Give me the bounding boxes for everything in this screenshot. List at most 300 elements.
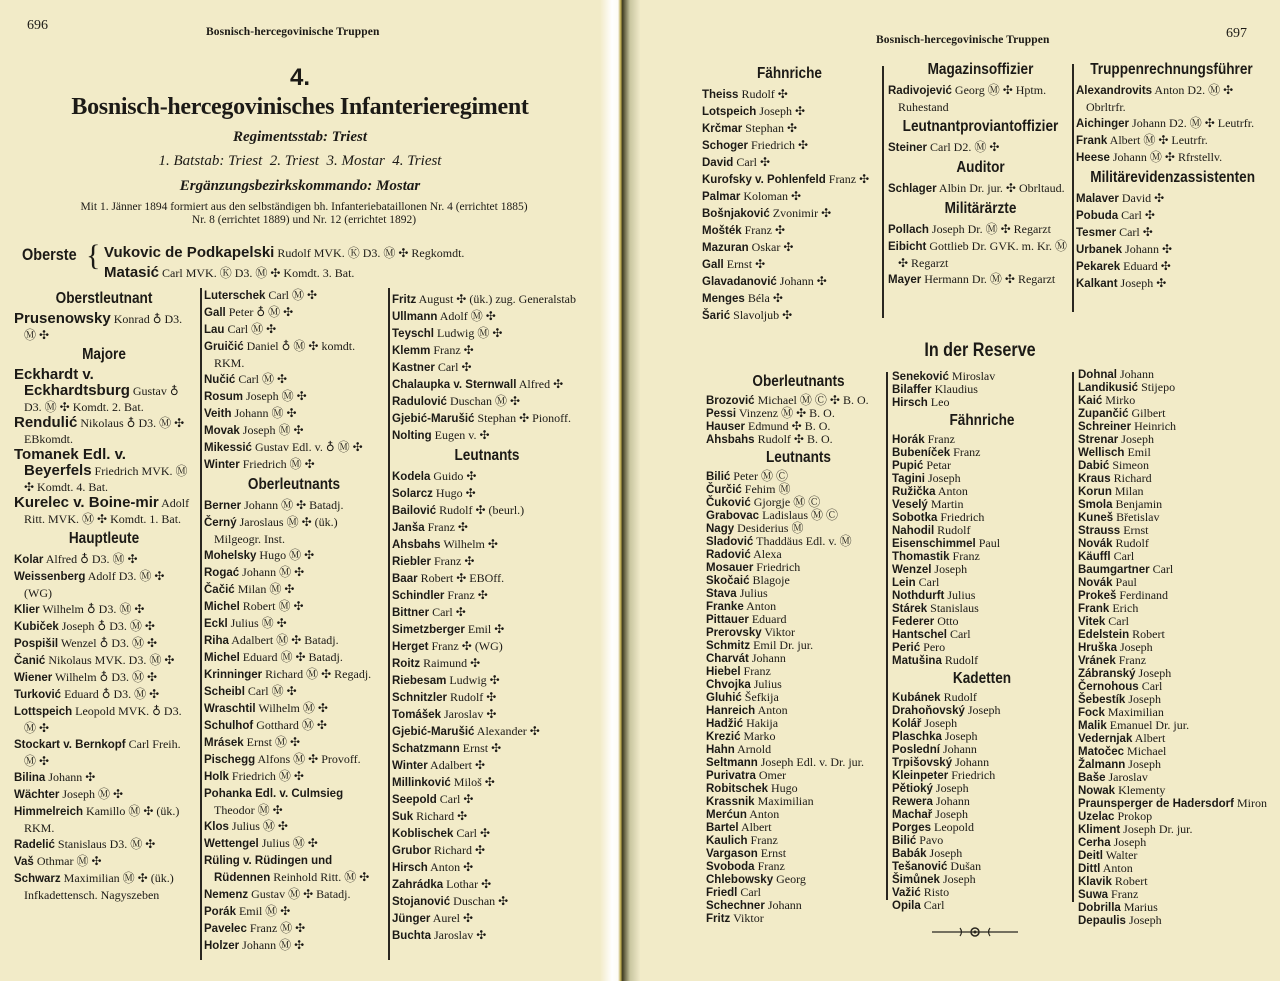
- entry-details: Ernst ✣: [462, 741, 502, 755]
- regimentsstab-value: Triest: [331, 129, 368, 145]
- section-heading: Auditor: [956, 159, 1005, 176]
- surname: Porges: [892, 822, 931, 834]
- surname: Tomanek Edl. v. Beyerfels: [14, 446, 126, 479]
- entry-details: Gottlieb Dr. GVK. m. Kr. Ⓜ ✣ Regarzt: [898, 239, 1068, 270]
- entry-details: Martin: [930, 497, 964, 511]
- entry-details: Gustav Ⓜ ✣ Batadj.: [251, 887, 351, 901]
- entry-details: Julius: [947, 588, 976, 602]
- surname: Wenzel: [892, 564, 932, 576]
- entry-details: Ernst ✣: [726, 257, 766, 271]
- surname: Turković: [14, 689, 62, 701]
- page-number: 697: [1226, 26, 1247, 41]
- list-item: [706, 678, 891, 691]
- entry-details: Carl ✣: [456, 826, 491, 840]
- surname: Winter: [204, 459, 240, 471]
- entry-details: Johann: [767, 898, 802, 912]
- entry-details: Albin Dr. jur. ✣ Obrltaud.: [938, 181, 1065, 195]
- list-item: [392, 808, 582, 825]
- entry-details: Joseph Dr. jur.: [1123, 822, 1193, 836]
- list-item: [1078, 888, 1268, 901]
- regiment-number: 4.: [289, 64, 310, 91]
- surname: Winter: [392, 760, 428, 772]
- list-item: [892, 834, 1072, 847]
- column-divider: [388, 288, 390, 960]
- surname: Millinković: [392, 777, 451, 789]
- entry-details: Friedrich MVK. Ⓜ ✣ Komdt. 4. Bat.: [24, 464, 188, 494]
- surname: Malaver: [1076, 193, 1119, 205]
- entry-details: Benjamin: [1115, 497, 1163, 511]
- surname: Steiner: [888, 142, 927, 154]
- surname: Klier: [14, 604, 40, 616]
- surname: Čurčić: [706, 484, 742, 496]
- surname: Bilina: [14, 772, 46, 784]
- entry-details: Joseph: [928, 471, 961, 485]
- surname: Suwa: [1078, 889, 1109, 901]
- entry-details: Johann Ⓜ ✣: [242, 938, 305, 952]
- list-item: [14, 367, 194, 415]
- list-item: [706, 433, 891, 446]
- entry-details: Maximilian: [757, 794, 814, 808]
- entry-details: Wilhelm ♁ D3. Ⓜ ✣: [55, 670, 158, 684]
- surname: Gall: [702, 259, 724, 271]
- entry-details: Joseph: [935, 807, 968, 821]
- list-item: [1076, 258, 1266, 275]
- surname: Chvojka: [706, 679, 751, 691]
- surname: Veith: [204, 408, 232, 420]
- list-item: [702, 120, 877, 137]
- surname: Krinninger: [204, 669, 263, 681]
- list-item: [204, 371, 384, 388]
- entry-details: Richard: [1113, 471, 1152, 485]
- list-item: [706, 717, 891, 730]
- entry-details: Hugo Ⓜ ✣: [259, 548, 315, 562]
- surname: Kolář: [892, 718, 922, 730]
- entry-details: Joseph: [934, 562, 968, 576]
- surname: Čuković: [706, 497, 751, 509]
- surname: Kraus: [1078, 473, 1111, 485]
- list-item: [892, 589, 1072, 602]
- entry-details: Milan: [1114, 484, 1144, 498]
- list-item: [14, 786, 194, 803]
- list-item: [702, 154, 877, 171]
- surname: Nučić: [204, 374, 236, 386]
- surname: Novák: [1078, 538, 1113, 550]
- surname: Gluhić: [706, 692, 742, 704]
- surname: Seltmann: [706, 757, 758, 769]
- list-item: [14, 836, 194, 853]
- entry-details: Adolf Ⓜ ✣: [439, 309, 496, 323]
- surname: Franke: [706, 601, 744, 613]
- entry-details: Břetislav: [1116, 510, 1160, 524]
- surname: Mrásek: [204, 737, 244, 749]
- section-heading: Oberstleutnant: [55, 290, 153, 307]
- entry-details: Thaddäus Edl. v. Ⓜ: [756, 534, 852, 548]
- list-item: [204, 598, 384, 615]
- surname: Hirsch: [892, 397, 928, 409]
- list-item: [1078, 472, 1268, 485]
- surname: Šimůnek: [892, 874, 940, 886]
- entry-details: Johann: [751, 651, 786, 665]
- section-heading: Leutnantproviantoffizier: [902, 118, 1059, 135]
- entry-details: August ✣ (ük.) zug. Generalstab: [418, 292, 576, 306]
- entry-details: Rudolf MVK. Ⓚ D3. Ⓜ ✣ Regkomdt.: [277, 246, 465, 260]
- list-item: [1078, 485, 1268, 498]
- entry-details: Edmund ✣ B. O.: [748, 419, 831, 433]
- list-item: [204, 666, 384, 683]
- column-divider: [882, 66, 884, 318]
- surname: Lein: [892, 577, 916, 589]
- entry-details: Viktor: [733, 911, 764, 925]
- surname: Bittner: [392, 607, 430, 619]
- entry-details: Jaroslav: [1108, 770, 1148, 784]
- entry-details: Ludwig ✣: [449, 673, 500, 687]
- entry-details: Daniel ♁ Ⓜ ✣ komdt. RKM.: [214, 339, 356, 370]
- surname: Matušina: [892, 655, 942, 667]
- oberste-title: Oberste: [22, 245, 77, 264]
- list-item: [706, 639, 891, 652]
- list-item: [14, 551, 194, 568]
- surname: Skočaić: [706, 575, 750, 587]
- entry-details: Carl D2. Ⓜ ✣: [930, 140, 1000, 154]
- entry-details: Franz ✣: [433, 343, 474, 357]
- surname: Tešanović: [892, 861, 948, 873]
- surname: Chalaupka v. Sternwall: [392, 379, 517, 391]
- entry-details: Franz ✣ (WG): [431, 639, 503, 653]
- list-item: [204, 439, 384, 456]
- list-item: [1076, 149, 1266, 166]
- entry: [104, 243, 600, 263]
- surname: Koblischek: [392, 828, 454, 840]
- list-item: [1078, 797, 1268, 810]
- list-item: [1078, 394, 1268, 407]
- list-item: [706, 600, 891, 613]
- entry-details: Nikolaus MVK. D3. Ⓜ ✣: [48, 653, 175, 667]
- entry-details: Anton D2. Ⓜ ✣ Obrltrfr.: [1086, 83, 1234, 114]
- surname: Bartel: [706, 822, 739, 834]
- surname: Seneković: [892, 371, 949, 383]
- surname: Žalmann: [1078, 759, 1126, 771]
- surname: Herget: [392, 641, 429, 653]
- list-item: [204, 497, 384, 514]
- entry-details: Albert: [1134, 731, 1166, 745]
- list-item: [892, 886, 1072, 899]
- entry-details: Johann: [935, 794, 970, 808]
- entry-details: Raimund ✣: [423, 656, 481, 670]
- entry-details: Ludwig Ⓜ ✣: [436, 326, 503, 340]
- surname: Bailović: [392, 505, 437, 517]
- entry-details: Alexa: [753, 547, 782, 561]
- entry-details: Miron: [1236, 796, 1267, 810]
- list-item: [1078, 667, 1268, 680]
- list-item: [892, 576, 1072, 589]
- surname: Kaulich: [706, 835, 748, 847]
- list-item: [1076, 190, 1266, 207]
- surname: Hanreich: [706, 705, 756, 717]
- list-item: [392, 774, 582, 791]
- surname: Fritz: [706, 913, 731, 925]
- surname: Pittauer: [706, 614, 749, 626]
- list-item: [204, 734, 384, 751]
- list-item: [392, 876, 582, 893]
- surname: Federer: [892, 616, 935, 628]
- entry-details: Richard Ⓜ ✣ Regadj.: [265, 667, 372, 681]
- surname: Matočec: [1078, 746, 1125, 758]
- surname: Hantschel: [892, 629, 947, 641]
- list-item: [14, 495, 194, 527]
- entry-details: Miroslav: [951, 369, 996, 383]
- surname: Mazuran: [702, 242, 749, 254]
- entry-details: Eugen v. ✣: [434, 428, 490, 442]
- entry-details: Franz: [1118, 653, 1147, 667]
- list-item: [1078, 654, 1268, 667]
- entry-details: Carl Ⓜ ✣: [227, 322, 277, 336]
- surname: Vitek: [1078, 616, 1106, 628]
- list-item: [706, 704, 891, 717]
- entry-details: Rudolf ✣ (beurl.): [439, 503, 525, 517]
- entry-details: Adalbert Ⓜ ✣ Batadj.: [231, 633, 339, 647]
- list-item: [204, 785, 384, 818]
- entry-details: Eduard ♁ D3. Ⓜ ✣: [64, 687, 160, 701]
- list-item: [392, 672, 582, 689]
- surname: Ružička: [892, 486, 936, 498]
- list-item: [706, 873, 891, 886]
- surname: Ullmann: [392, 311, 438, 323]
- entry: [104, 263, 600, 283]
- list-item: [392, 410, 582, 427]
- entry-details: Carl ✣: [439, 792, 474, 806]
- list-item: [892, 537, 1072, 550]
- entry-details: Walter: [1105, 848, 1138, 862]
- entry-details: Simeon: [1112, 458, 1149, 472]
- list-item: [392, 519, 582, 536]
- list-item: [204, 751, 384, 768]
- list-item: [392, 359, 582, 376]
- entry-details: Carl: [949, 627, 971, 641]
- list-item: [706, 912, 891, 925]
- surname: Eibicht: [888, 241, 927, 253]
- list-item: [892, 459, 1072, 472]
- surname: Kliment: [1078, 824, 1121, 836]
- surname: Baše: [1078, 772, 1106, 784]
- surname: Rosum: [204, 391, 243, 403]
- entry-details: Alfons Ⓜ ✣ Provoff.: [257, 752, 361, 766]
- list-item: [892, 485, 1072, 498]
- entry-details: Konrad ♁ D3. Ⓜ ✣: [24, 312, 183, 342]
- list-item: [702, 239, 877, 256]
- list-item: [892, 717, 1072, 730]
- surname: Robitschek: [706, 783, 768, 795]
- surname: Pessi: [706, 408, 737, 420]
- entry-details: Jaroslav ✣: [433, 928, 487, 942]
- list-item: [392, 723, 582, 740]
- entry-details: Dušan: [950, 859, 982, 873]
- entry-details: Joseph: [924, 716, 958, 730]
- entry-details: Anton ✣: [430, 860, 474, 874]
- surname: Frank: [1078, 603, 1110, 615]
- surname: Schindler: [392, 590, 445, 602]
- entry-details: Joseph: [1128, 913, 1162, 927]
- surname: Tesmer: [1076, 227, 1117, 239]
- surname: Pavelec: [204, 923, 247, 935]
- surname: Krassnik: [706, 796, 755, 808]
- list-item: [14, 447, 194, 495]
- batstab-line: 1. Batstab: Triest 2. Triest 3. Mostar 4. Triest: [158, 153, 442, 169]
- list-item: [14, 669, 194, 686]
- list-item: [204, 304, 384, 321]
- entry-details: Eduard Ⓜ ✣ Batadj.: [242, 650, 343, 664]
- entry-details: Rudolf ✣: [449, 690, 497, 704]
- surname: Kuneš: [1078, 512, 1114, 524]
- entry-details: Joseph Ⓜ ✣: [62, 787, 124, 801]
- right-column-1: [702, 62, 877, 324]
- ornament-divider-icon: [930, 925, 1020, 939]
- surname: Buchta: [392, 930, 431, 942]
- surname: Bilaffer: [892, 384, 932, 396]
- running-head: Bosnisch-hercegovinische Truppen: [206, 26, 380, 38]
- list-item: [1076, 224, 1266, 241]
- surname: Menges: [702, 293, 745, 305]
- regimentsstab-line: [0, 129, 600, 146]
- list-item: [14, 635, 194, 652]
- surname: Schmitz: [706, 640, 751, 652]
- surname: Sobotka: [892, 512, 938, 524]
- surname: Čanić: [14, 655, 46, 667]
- list-item: [1076, 241, 1266, 258]
- entry-details: Jaroslav ✣: [444, 707, 497, 721]
- entry-details: Theodor Ⓜ ✣: [214, 803, 283, 817]
- surname: Seepold: [392, 794, 437, 806]
- surname: Veselý: [892, 499, 928, 511]
- entry-details: Rudolf: [943, 690, 977, 704]
- entry-details: Carl: [740, 885, 761, 899]
- surname: Svoboda: [706, 861, 755, 873]
- entry-details: Lothar ✣: [446, 877, 492, 891]
- entry-details: Franz: [927, 432, 955, 446]
- surname: Perić: [892, 642, 921, 654]
- surname: Schoger: [702, 140, 749, 152]
- section-heading: Oberleutnants: [247, 476, 341, 493]
- surname: David: [702, 157, 734, 169]
- entry-details: Joseph Ⓜ ✣: [242, 423, 304, 437]
- entry-details: Friedrich Ⓜ ✣: [242, 457, 315, 471]
- list-item: [14, 803, 194, 836]
- surname: Bošnjaković: [702, 208, 770, 220]
- list-item: [706, 808, 891, 821]
- list-item: [1078, 901, 1268, 914]
- running-head: Bosnisch-hercegovinische Truppen: [876, 34, 1050, 46]
- list-item: [1078, 732, 1268, 745]
- right-page: [640, 0, 1280, 981]
- list-item: [392, 893, 582, 910]
- list-item: [392, 604, 582, 621]
- list-item: [14, 311, 194, 343]
- entry-details: Franz Ⓜ ✣: [249, 921, 306, 935]
- entry-details: Johann ✣: [1125, 242, 1173, 256]
- surname: Pětioký: [892, 783, 933, 795]
- reserve-column-3: [1078, 368, 1268, 927]
- list-item: [706, 795, 891, 808]
- surname: Radović: [706, 549, 751, 561]
- entry-details: Šefkija: [744, 690, 779, 704]
- entry-details: Johann: [942, 742, 977, 756]
- surname: Michel: [204, 601, 240, 613]
- surname: Kodela: [392, 471, 431, 483]
- list-item: [392, 536, 582, 553]
- entry-details: Emil Dr. jur.: [753, 638, 814, 652]
- entry-details: Richard ✣: [416, 809, 468, 823]
- surname: Prerovsky: [706, 627, 762, 639]
- surname: Kastner: [392, 362, 435, 374]
- list-item: [392, 291, 582, 308]
- entry-details: Carl: [918, 575, 940, 589]
- surname: Grabovac: [706, 510, 760, 522]
- list-item: [1078, 433, 1268, 446]
- surname: Pospišil: [14, 638, 59, 650]
- entry-details: Pavo: [919, 833, 944, 847]
- entry-details: Alfred ♁ D3. Ⓜ ✣: [45, 552, 138, 566]
- entry-details: Jaroslaus Ⓜ ✣ (ük.) Milgeogr. Inst.: [214, 515, 338, 546]
- surname: Luterschek: [204, 290, 266, 302]
- entry-details: Paul: [1115, 575, 1137, 589]
- entry-details: Johann D2. Ⓜ ✣ Leutrfr.: [1132, 116, 1255, 130]
- section-heading: Militärevidenzassistenten: [1090, 169, 1256, 186]
- regiment-title: Bosnisch-hercegovinisches Infanterieregiment: [71, 94, 529, 120]
- entry-details: Anton: [746, 599, 777, 613]
- entry-details: Othmar Ⓜ ✣: [36, 854, 102, 868]
- entry-details: Joseph: [1121, 432, 1154, 446]
- entry-details: Franz ✣: [447, 588, 488, 602]
- list-item: [706, 587, 891, 600]
- list-item: [1078, 628, 1268, 641]
- entry-details: Johann Ⓜ ✣: [242, 565, 305, 579]
- entry-details: Gjorgje Ⓜ Ⓒ: [753, 495, 821, 509]
- list-item: [1076, 132, 1266, 149]
- entry-details: Carl: [923, 898, 945, 912]
- surname: Wettengel: [204, 838, 259, 850]
- entry-details: Emil: [1127, 445, 1151, 459]
- surname: Krčmar: [702, 123, 743, 135]
- list-item: [392, 393, 582, 410]
- list-item: [204, 581, 384, 598]
- list-item: [14, 686, 194, 703]
- list-item: [1078, 745, 1268, 758]
- entry-details: Anton: [757, 703, 788, 717]
- surname: Suk: [392, 811, 414, 823]
- list-item: [702, 103, 877, 120]
- entry-details: Joseph: [929, 846, 963, 860]
- surname: Šarić: [702, 310, 731, 322]
- surname: Stockart v. Bernkopf: [14, 739, 126, 751]
- entry-details: Michael Ⓜ Ⓒ ✣ B. O.: [757, 393, 869, 407]
- entry-details: Anton: [1102, 861, 1133, 875]
- surname: Prokeš: [1078, 590, 1117, 602]
- list-item: [392, 825, 582, 842]
- surname: Bubeníček: [892, 447, 951, 459]
- list-item: [1078, 875, 1268, 888]
- entry-details: Friedrich Ⓜ ✣: [231, 769, 304, 783]
- entry-details: Carl Ⓜ ✣: [268, 288, 318, 302]
- entry-details: David ✣: [1121, 191, 1165, 205]
- list-item: [392, 468, 582, 485]
- surname: Rüling v. Rüdingen und Rüdennen: [204, 855, 333, 884]
- list-item: [14, 618, 194, 635]
- section-heading: Majore: [82, 346, 126, 363]
- list-item: [1078, 641, 1268, 654]
- entry-details: Johann Ⓜ ✣: [234, 406, 297, 420]
- surname: Friedl: [706, 887, 738, 899]
- list-item: [392, 740, 582, 757]
- list-item: [702, 256, 877, 273]
